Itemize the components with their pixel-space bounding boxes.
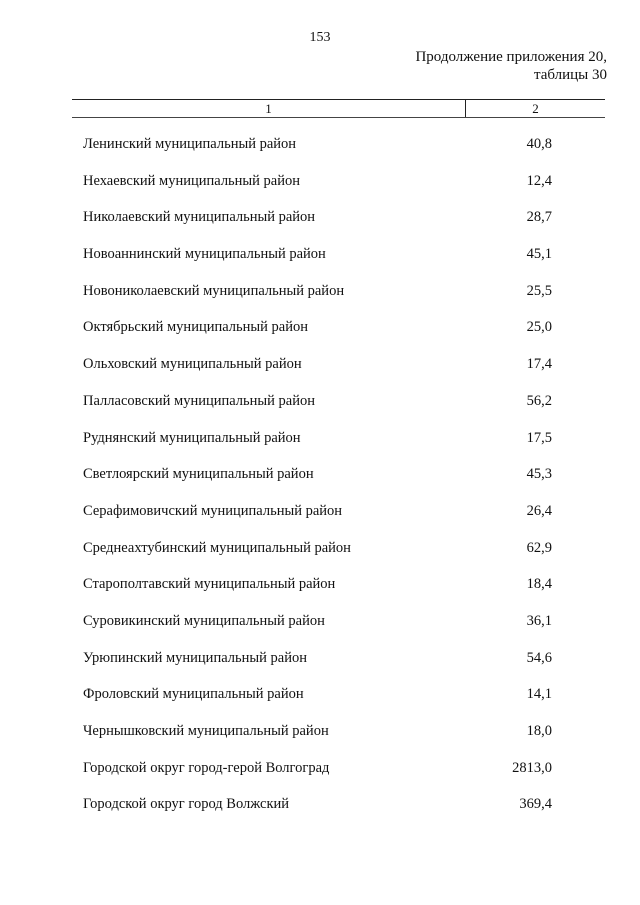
table-row bbox=[0, 568, 640, 605]
table-row bbox=[0, 788, 640, 825]
row-value: 56,2 bbox=[526, 392, 552, 409]
row-value: 36,1 bbox=[526, 612, 552, 629]
row-value: 40,8 bbox=[526, 136, 552, 152]
table-row bbox=[0, 458, 640, 495]
row-name: Фроловский муниципальный район bbox=[83, 686, 304, 703]
table-row bbox=[0, 532, 640, 569]
table-row bbox=[0, 201, 640, 238]
table-row bbox=[0, 238, 640, 275]
row-name: Серафимовичский муниципальный район bbox=[83, 502, 343, 519]
row-value: 2813,0 bbox=[512, 759, 552, 776]
row-name: Светлоярский муниципальный район bbox=[83, 466, 314, 483]
continuation-line-2: таблицы 30 bbox=[533, 67, 607, 83]
table-row bbox=[0, 128, 640, 165]
row-value: 28,7 bbox=[526, 209, 552, 226]
row-value: 17,4 bbox=[526, 356, 552, 373]
row-value: 45,1 bbox=[526, 246, 552, 263]
row-value: 25,5 bbox=[526, 282, 552, 299]
row-value: 17,5 bbox=[526, 429, 552, 446]
row-name: Городской округ город Волжский bbox=[83, 796, 290, 813]
table-row bbox=[0, 311, 640, 348]
continuation-line-1: Продолжение приложения 20, bbox=[415, 49, 607, 65]
page-number: 153 bbox=[309, 30, 331, 45]
table-row bbox=[0, 752, 640, 789]
row-value: 18,4 bbox=[526, 576, 552, 593]
row-value: 369,4 bbox=[519, 796, 552, 813]
continuation-note bbox=[415, 48, 607, 84]
row-name: Среднеахтубинский муниципальный район bbox=[83, 539, 351, 556]
table-row bbox=[0, 715, 640, 752]
row-name: Городской округ город-герой Волгоград bbox=[83, 759, 330, 776]
row-value: 14,1 bbox=[526, 686, 552, 703]
row-value: 45,3 bbox=[526, 466, 552, 483]
row-value: 25,0 bbox=[526, 319, 552, 336]
table-row bbox=[0, 165, 640, 202]
table-row bbox=[0, 678, 640, 715]
row-value: 62,9 bbox=[526, 539, 552, 556]
row-value: 18,0 bbox=[526, 723, 552, 739]
table-row bbox=[0, 605, 640, 642]
row-name: Ольховский муниципальный район bbox=[83, 356, 302, 373]
table-row bbox=[0, 385, 640, 422]
table-header-col-1: 1 bbox=[72, 100, 466, 117]
row-value: 54,6 bbox=[526, 649, 552, 666]
row-name: Нехаевский муниципальный район bbox=[83, 172, 301, 189]
row-name: Руднянский муниципальный район bbox=[83, 429, 301, 446]
row-name: Октябрьский муниципальный район bbox=[83, 319, 308, 336]
row-name: Палласовский муниципальный район bbox=[83, 392, 315, 409]
row-name: Новониколаевский муниципальный район bbox=[83, 282, 345, 299]
table-row bbox=[0, 495, 640, 532]
table-row bbox=[0, 348, 640, 385]
table-row bbox=[0, 422, 640, 459]
table-row bbox=[0, 275, 640, 312]
row-name: Урюпинский муниципальный район bbox=[83, 649, 307, 666]
row-name: Николаевский муниципальный район bbox=[83, 209, 316, 226]
row-name: Чернышковский муниципальный район bbox=[83, 723, 329, 739]
row-name: Старополтавский муниципальный район bbox=[83, 576, 336, 593]
row-name: Ленинский муниципальный район bbox=[83, 136, 297, 152]
table-body bbox=[0, 128, 640, 825]
table-row bbox=[0, 642, 640, 679]
table-header-col-2: 2 bbox=[532, 101, 539, 116]
table-header bbox=[72, 99, 605, 118]
row-name: Новоаннинский муниципальный район bbox=[83, 246, 326, 263]
row-value: 12,4 bbox=[526, 172, 552, 189]
row-value: 26,4 bbox=[526, 502, 552, 519]
row-name: Суровикинский муниципальный район bbox=[83, 612, 325, 629]
